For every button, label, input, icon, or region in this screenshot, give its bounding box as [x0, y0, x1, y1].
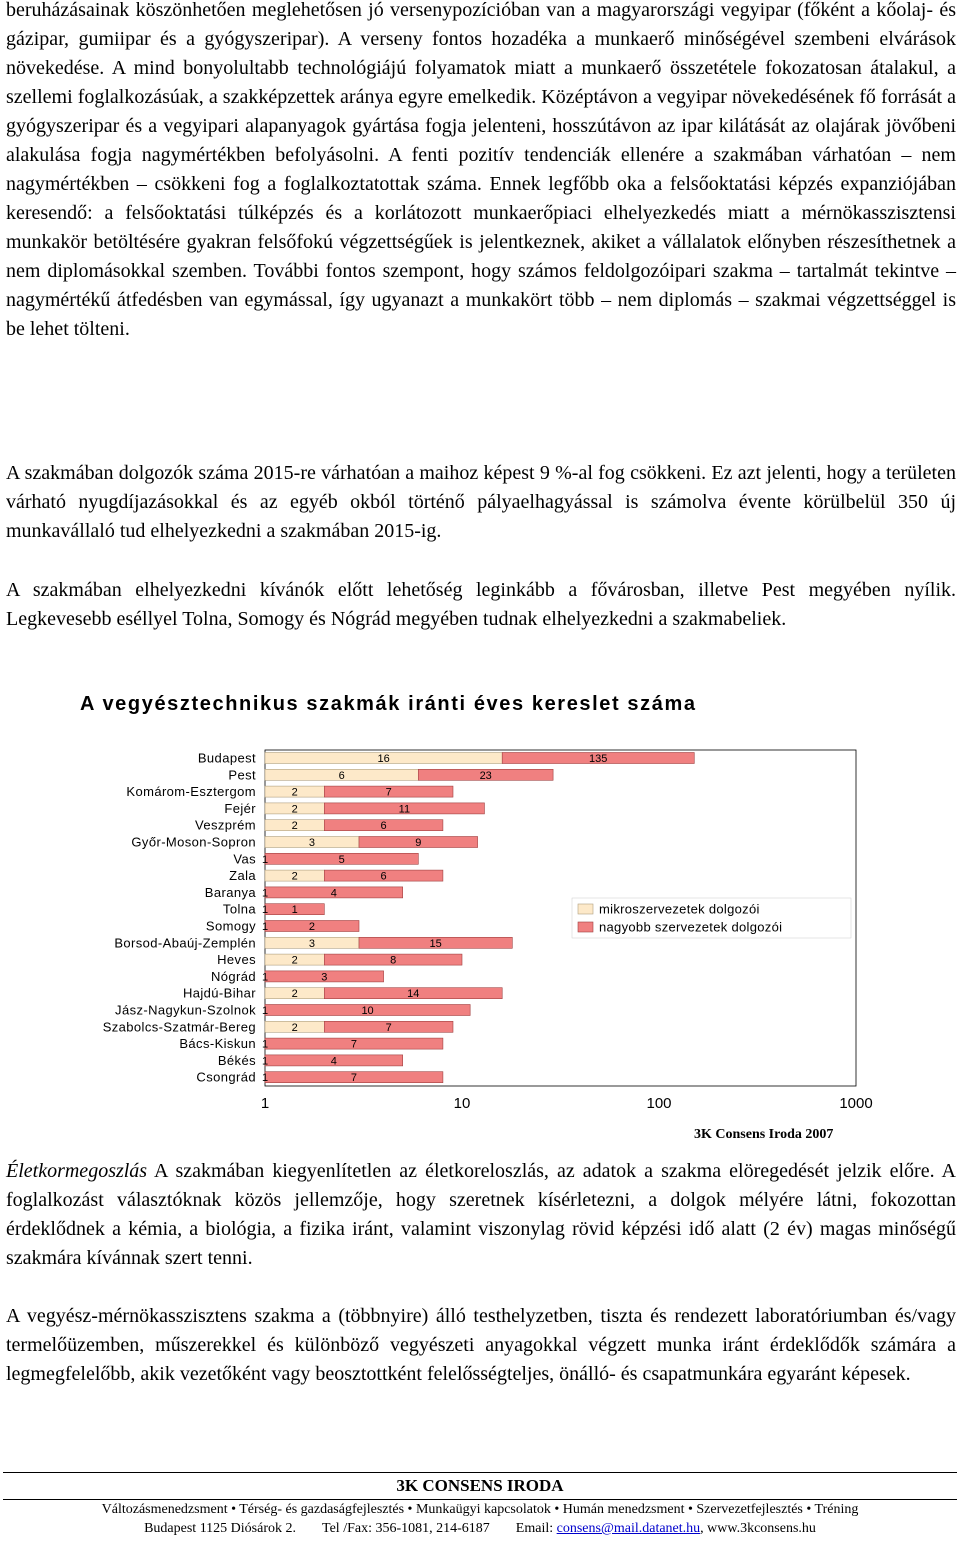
data-label-micro: 6	[338, 769, 345, 782]
data-label-large: 14	[407, 988, 420, 1001]
data-label-micro: 1	[261, 904, 269, 917]
data-label-large: 15	[429, 937, 442, 950]
x-tick-label: 1000	[839, 1095, 873, 1112]
data-label-micro: 2	[291, 954, 298, 967]
data-label-micro: 1	[261, 853, 269, 866]
footer-services: Változásmenedzsment • Térség- és gazdaságfejlesztés • Munkaügyi kapcsolatok • Humán menedzsment • Szervezetfejlesztés • Tréning	[101, 1502, 859, 1517]
category-label: Tolna	[222, 901, 256, 917]
data-label-micro: 2	[291, 1021, 298, 1034]
service-item: Humán menedzsment	[562, 1502, 685, 1517]
data-label-micro: 2	[291, 803, 298, 816]
data-label-large: 7	[350, 1072, 358, 1085]
data-label-large: 2	[308, 921, 316, 933]
data-label-large: 7	[350, 1038, 358, 1051]
data-label-large: 3	[321, 971, 328, 984]
data-label-micro: 2	[291, 988, 298, 1001]
data-label-large: 5	[338, 853, 345, 866]
data-label-large: 1	[291, 904, 298, 917]
data-label-micro: 2	[291, 820, 298, 833]
category-label: Borsod-Abaúj-Zemplén	[114, 935, 256, 951]
data-label-micro: 2	[291, 870, 298, 883]
footer-email-link[interactable]: consens@mail.datanet.hu	[556, 1521, 701, 1536]
data-label-large: 11	[398, 803, 411, 816]
category-label: Békés	[217, 1052, 256, 1068]
age-heading: Életkormegoszlás	[6, 1160, 148, 1182]
data-label-large: 23	[479, 769, 492, 782]
category-label: Nógrád	[210, 968, 256, 984]
footer-divider	[3, 1472, 957, 1473]
legend-swatch	[578, 904, 593, 914]
footer-website[interactable]: , www.3kconsens.hu	[700, 1521, 816, 1536]
category-label: Bács-Kiskun	[179, 1036, 256, 1052]
data-label-micro: 3	[308, 837, 316, 849]
service-item: Tréning	[814, 1502, 859, 1517]
footer-contact	[0, 1521, 960, 1537]
category-label: Heves	[217, 952, 256, 968]
category-label: Szabolcs-Szatmár-Bereg	[102, 1019, 256, 1035]
intro-paragraph: beruházásainak köszönhetően meglehetősen jó versenypozícióban van a magyarországi vegyipar (főként a kőolaj- és gázipar, gumiipar és a gyógyszeripar). A verseny fontos hozadéka a munkaerő minőségével szembeni elvárások növekedése. A mind bonyolultabb technológiájú folyamatok miatt a munkaerő összetétele fokozatosan átalakul, a szellemi foglalkozásúak, a szakképzettek aránya egyre emelkedik. Középtávon a vegyipar növekedésének fő forrását a gyógyszeripar és a vegyipari alapanyagok gyártása fogja jelenteni, hosszútávon az ipar kilátását az olajárak jövőbeni alakulása fogja nagymértékben befolyásolni. A fenti pozitív tendenciák ellenére a szakmában várhatóan – nem nagymértékben – csökkeni fog a foglalkoztatottak száma. Ennek legfőbb oka a felsőoktatási képzés expanziójában keresendő: a felsőoktatási túlképzés és a korlátozott munkaerőpiaci elhelyezkedés miatt a mérnökasszisztensi munkakör betöltésére gyakran felsőfokú végzettségűek is jelentkeznek, akiket a vállalatok előnyben részesíthetnek a nem diplomásokkal szemben. További fontos szempont, hogy számos feldolgozóipari szakma – tartalmát tekintve – nagymértékű átfedésben van egymással, így ugyanazt a munkakört több – nem diplomás – szakmai végzettséggel is be lehet tölteni.	[6, 0, 956, 340]
category-label: Zala	[229, 868, 256, 884]
x-tick-label: 100	[646, 1095, 672, 1112]
data-label-large: 135	[589, 753, 608, 765]
data-label-micro: 16	[377, 753, 390, 765]
legend-label: nagyobb szervezetek dolgozói	[599, 919, 783, 935]
data-label-large: 6	[380, 820, 387, 833]
paragraph-regions: A szakmában elhelyezkedni kívánók előtt lehetőség leginkább a fővárosban, illetve Pest megyében nyílik. Legkevesebb eséllyel Tolna, Somogy és Nógrád megyében tudnak elhelyezkedni a szakmabeliek.	[6, 579, 956, 630]
category-label: Baranya	[204, 884, 256, 900]
category-label: Fejér	[224, 800, 256, 816]
data-label-large: 7	[385, 786, 392, 799]
chart-title: A vegyésztechnikus szakmák iránti éves kereslet száma	[80, 693, 697, 715]
service-item: Szervezetfejlesztés	[696, 1502, 803, 1517]
data-label-micro: 1	[261, 1005, 269, 1017]
data-label-large: 9	[415, 837, 422, 849]
category-label: Somogy	[205, 918, 256, 934]
service-item: Térség- és gazdaságfejlesztés	[239, 1502, 405, 1517]
category-label: Pest	[228, 767, 256, 783]
data-label-large: 6	[380, 870, 387, 883]
data-label-micro: 1	[261, 887, 269, 900]
footer-email-label: Email:	[515, 1521, 554, 1536]
data-label-micro: 1	[261, 1072, 269, 1085]
category-label: Jász-Nagykun-Szolnok	[115, 1002, 256, 1018]
service-item: Munkaügyi kapcsolatok	[415, 1502, 551, 1517]
x-tick-label: 10	[453, 1095, 471, 1112]
paragraph-work-environment: A vegyész-mérnökasszisztens szakma a (többnyire) álló testhelyzetben, tiszta és rendezett laboratóriumban és/vagy termelőüzemben, műszerekkel és különböző vegyészeti anyagokkal végzett munka iránt érdeklődők számára a legmegfelelőbb, akik vezetőként vagy beosztottként felelősségteljes, önálló- és csapatmunkára egyaránt képesek.	[6, 1305, 956, 1385]
footer-address: Budapest 1125 Diósárok 2.	[144, 1521, 297, 1536]
category-label: Vas	[233, 851, 256, 867]
category-label: Győr-Moson-Sopron	[131, 834, 256, 850]
data-label-large: 7	[385, 1021, 392, 1034]
legend-swatch	[578, 922, 593, 932]
data-label-micro: 3	[308, 937, 316, 950]
footer-divider-2	[3, 1499, 957, 1500]
data-label-large: 8	[390, 954, 397, 967]
data-label-large: 4	[330, 1055, 337, 1068]
paragraph-age	[6, 1157, 956, 1273]
age-text: A szakmában kiegyenlítetlen az életkoreloszlás, az adatok a szakma elöregedését jelzik előre. A foglalkozást választóknak közös jellemzője, hogy szeretnek kísérletezni, a dolgok mélyére látni, fokozottan érdeklődnek a kémia, a biológia, a fizika iránt, valamint viszonylag rövid képzési idő alatt (2 év) magas minőségű szakmára kívánnak szert tenni.	[6, 1160, 956, 1269]
category-label: Csongrád	[196, 1069, 256, 1085]
data-label-large: 4	[330, 887, 337, 900]
footer-title: 3K CONSENS IRODA	[396, 1476, 564, 1495]
service-item: Változásmenedzsment	[101, 1502, 228, 1517]
data-label-micro: 1	[261, 971, 269, 984]
data-label-micro: 1	[261, 1038, 269, 1051]
paragraph-forecast: A szakmában dolgozók száma 2015-re várhatóan a maihoz képest 9 %-al fog csökkeni. Ez azt jelenti, hogy a területen várható nyugdíjazásokkal és az egyéb okból történő pályaelhagyással is számolva évente körülbelül 350 új munkavállaló tud elhelyezkedni a szakmában 2015-ig.	[6, 462, 956, 542]
x-tick-label: 1	[260, 1095, 270, 1112]
category-label: Komárom-Esztergom	[126, 784, 256, 800]
chart-source: 3K Consens Iroda 2007	[694, 1127, 834, 1142]
data-label-micro: 1	[261, 1055, 269, 1068]
legend-label: mikroszervezetek dolgozói	[599, 901, 760, 917]
data-label-micro: 1	[261, 921, 269, 933]
data-label-micro: 2	[291, 786, 298, 799]
x-tick-labels	[261, 1095, 873, 1112]
category-labels	[103, 751, 257, 1085]
footer-phone: Tel /Fax: 356-1081, 214-6187	[322, 1521, 490, 1536]
category-label: Hajdú-Bihar	[182, 985, 256, 1001]
category-label: Budapest	[197, 750, 256, 766]
chart-legend	[572, 898, 851, 938]
data-label-large: 10	[361, 1005, 374, 1017]
category-label: Veszprém	[194, 817, 256, 833]
